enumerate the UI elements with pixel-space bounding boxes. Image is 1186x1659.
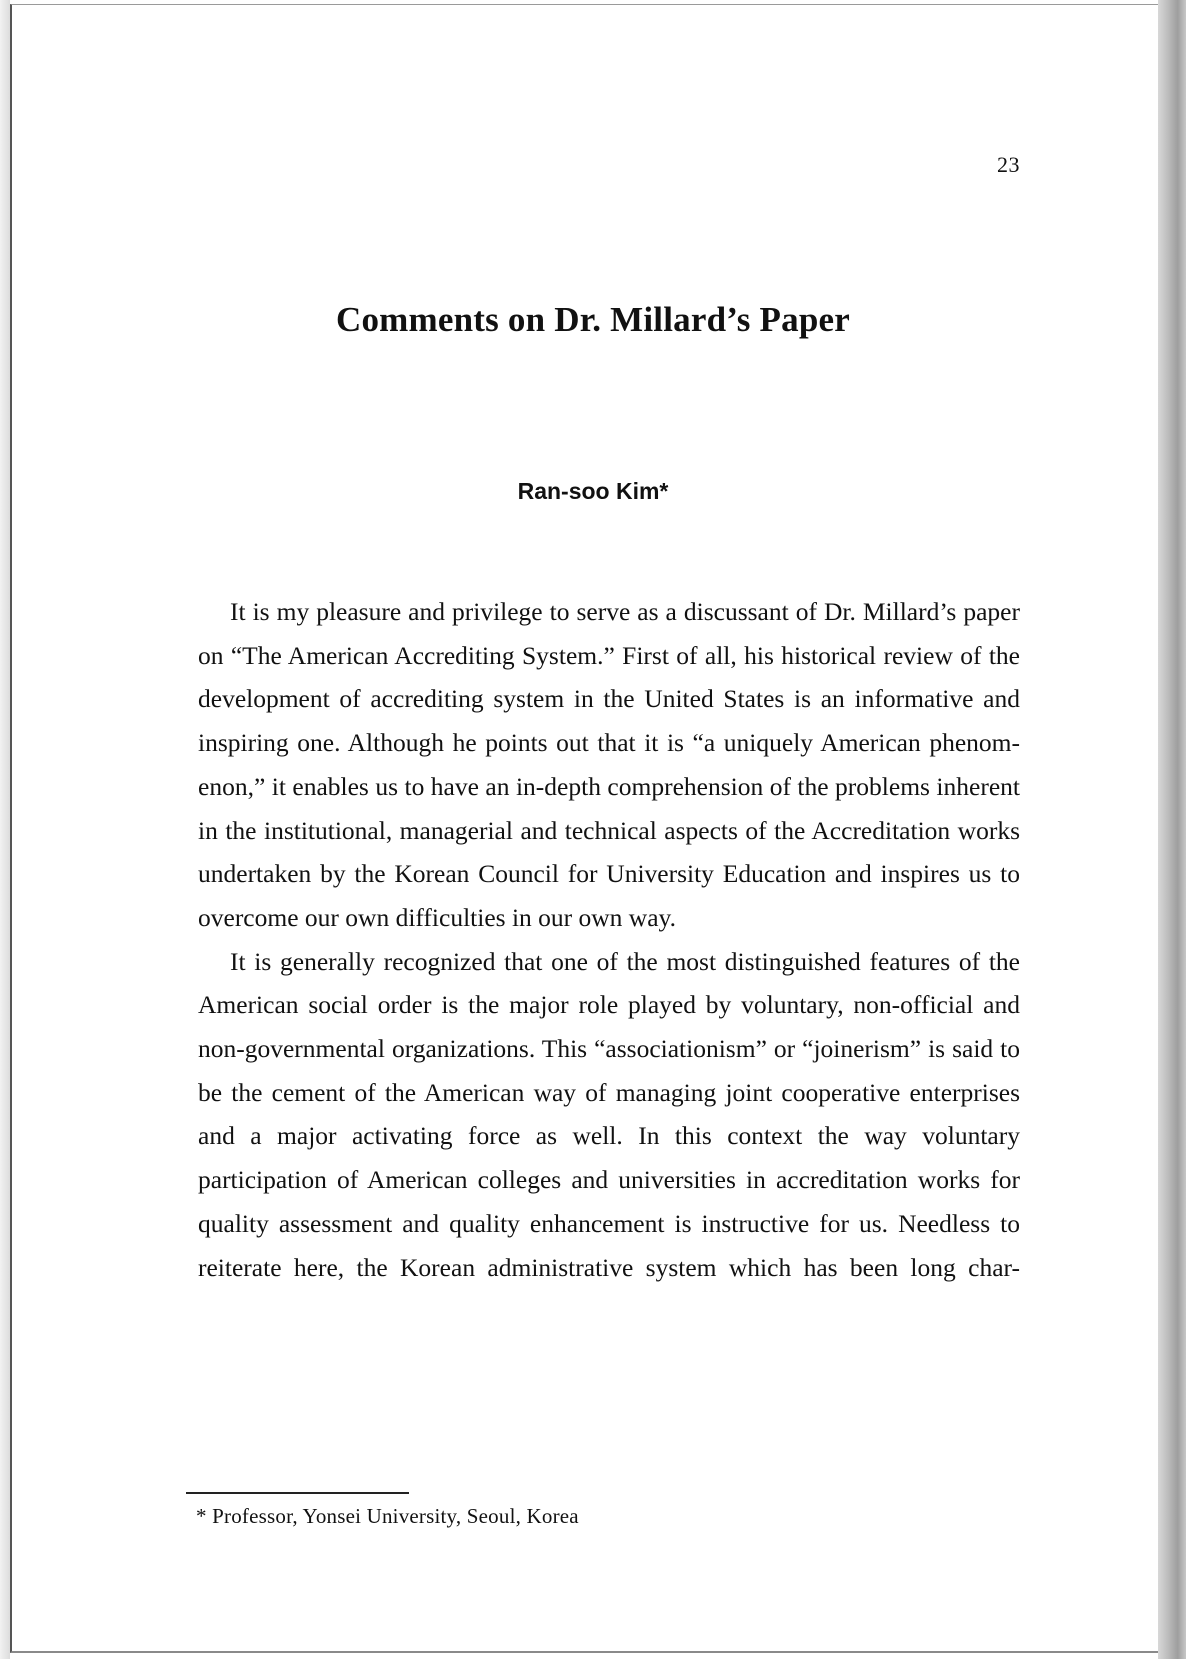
page-edge-shadow — [1158, 0, 1186, 1659]
paragraph-2: It is generally recognized that one of the most distinguished features of the American social order is the major role played by voluntary, non-official and non-governmental organizations. This “associationism” or “joinerism” is said to be the cement of the American way of managing joint cooperative enterprises and a major activating force as well. In this context the way voluntary participation of American colleges and universities in accreditation works for quality assessment and quality enhancement is instructive for us. Needless to reiterate here, the Korean administrative system which has been long char- — [198, 946, 1020, 1282]
footnote-divider — [186, 1492, 409, 1494]
author-footnote: * Professor, Yonsei University, Seoul, Korea — [196, 1504, 579, 1528]
article-body — [198, 590, 1020, 1289]
paragraph-1: It is my pleasure and privilege to serve as a discussant of Dr. Millard’s paper on “The American Accrediting System.” First of all, his historical review of the development of accrediting system in the United States is an informative and inspiring one. Although he points out that it is “a uniquely American phenomenon,” it enables us to have an in-depth comprehension of the problems inherent in the institutional, managerial and technical aspects of the Accreditation works undertaken by the Korean Council for University Education and inspires us to overcome our own difficulties in our own way. — [198, 597, 1020, 932]
article-author: Ran-soo Kim* — [517, 478, 669, 504]
scan-left-shadow — [0, 0, 10, 1659]
article-title: Comments on Dr. Millard’s Paper — [336, 300, 850, 339]
page-number: 23 — [997, 152, 1020, 177]
